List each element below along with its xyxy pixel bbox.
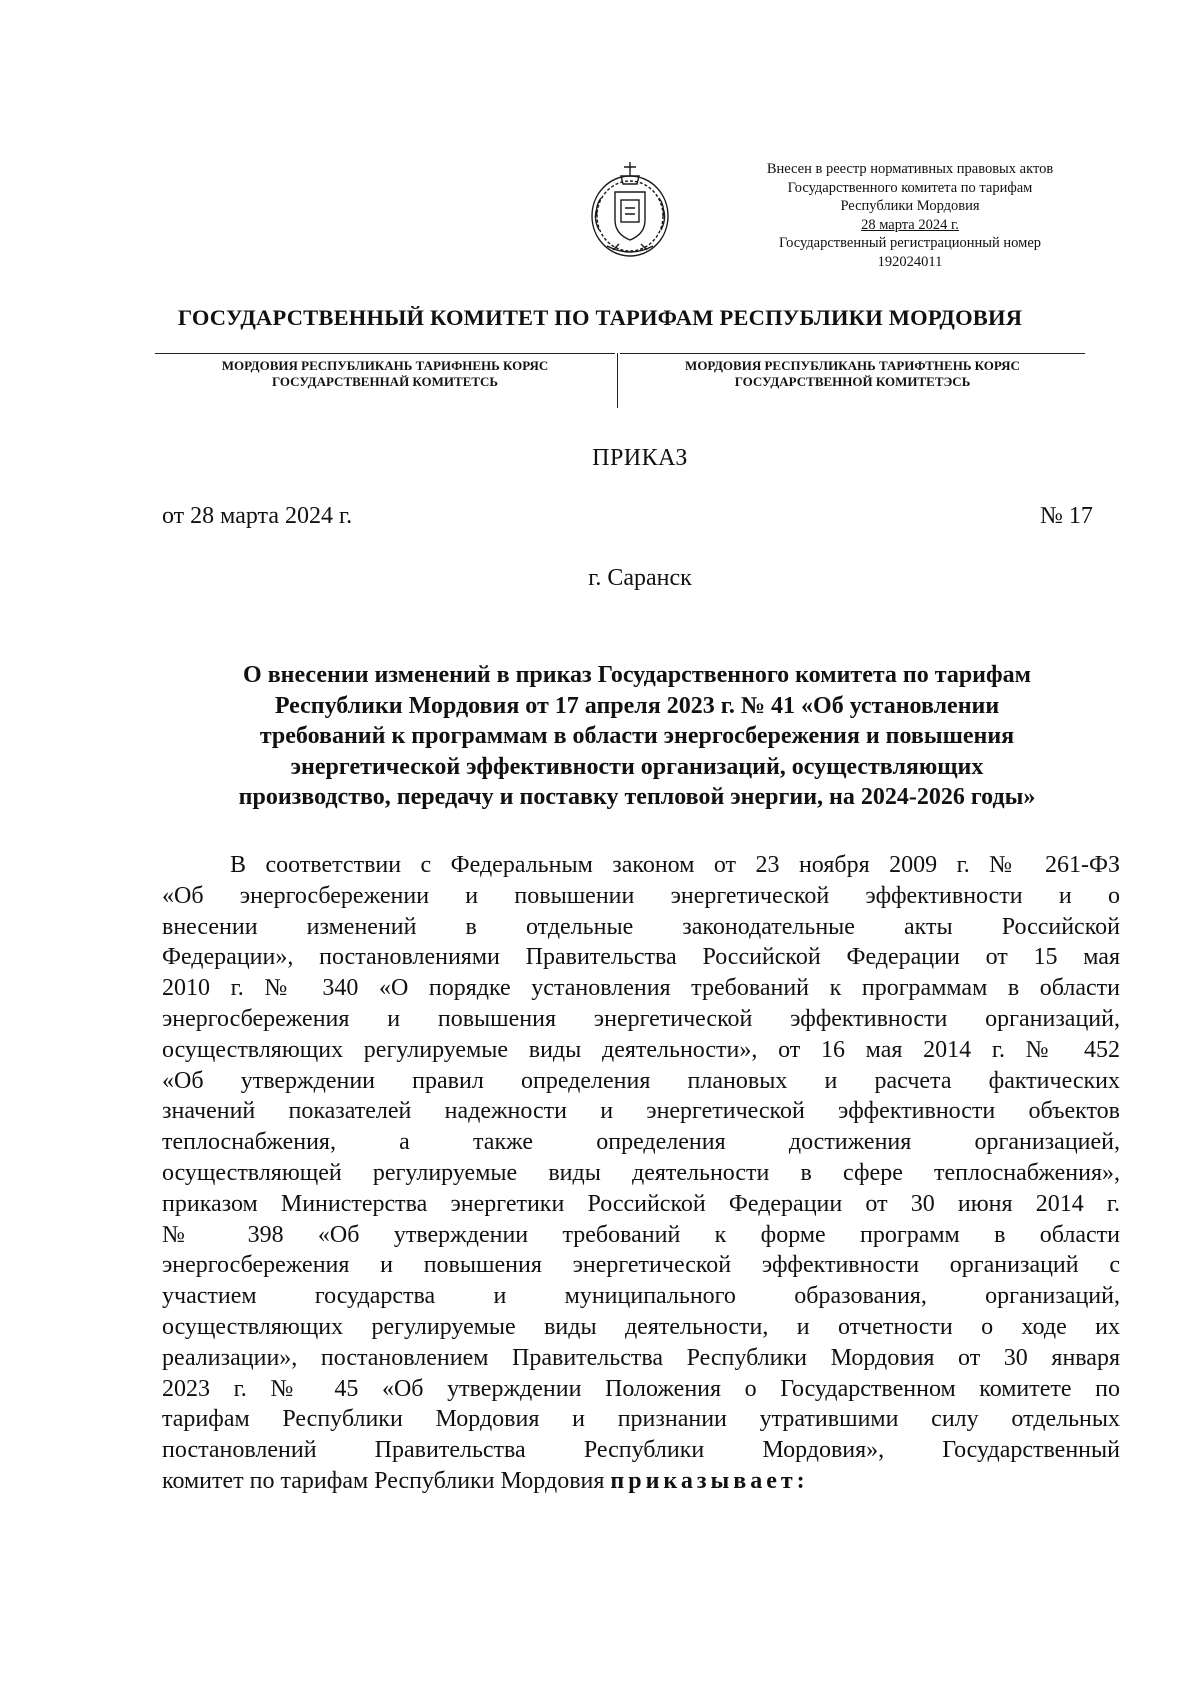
body-line: 2023 г. № 45 «Об утверждении Положения о Государственном комитете по bbox=[162, 1375, 1120, 1402]
coat-of-arms-emblem bbox=[585, 158, 675, 263]
order-date: от 28 марта 2024 г. bbox=[162, 503, 353, 529]
order-heading: ПРИКАЗ bbox=[592, 445, 688, 471]
order-title bbox=[162, 660, 1112, 813]
body-line: осуществляющей регулируемые виды деятельности в сфере теплоснабжения», bbox=[162, 1159, 1120, 1186]
subtitle-line: ГОСУДАРСТВЕННАЙ КОМИТЕТСЬ bbox=[271, 374, 499, 389]
order-city: г. Саранск bbox=[588, 565, 692, 591]
body-line: приказом Министерства энергетики Российской Федерации от 30 июня 2014 г. bbox=[162, 1190, 1120, 1217]
registry-note bbox=[720, 160, 1100, 271]
body-line: осуществляющих регулируемые виды деятельности», от 16 мая 2014 г. № 452 bbox=[162, 1036, 1120, 1063]
title-line: энергетической эффективности организаций, осуществляющих bbox=[290, 753, 984, 780]
body-line: В соответствии с Федеральным законом от 23 ноября 2009 г. № 261-ФЗ bbox=[230, 852, 1120, 878]
header-divider-right bbox=[620, 353, 1085, 354]
title-line: требований к программам в области энергосбережения и повышения bbox=[259, 723, 1015, 749]
body-line: «Об энергосбережении и повышении энергетической эффективности и о bbox=[162, 882, 1120, 909]
header-divider-left bbox=[155, 353, 615, 354]
registry-line: Государственный регистрационный номер bbox=[778, 235, 1042, 251]
body-line: № 398 «Об утверждении требований к форме программ в области bbox=[162, 1221, 1120, 1248]
body-line: осуществляющих регулируемые виды деятельности, и отчетности о ходе их bbox=[162, 1313, 1120, 1340]
title-line: О внесении изменений в приказ Государственного комитета по тарифам bbox=[243, 662, 1031, 688]
body-line: постановлений Правительства Республики Мордовия», Государственный bbox=[162, 1437, 1120, 1464]
body-line-prefix: комитет по тарифам Республики Мордовия bbox=[162, 1467, 605, 1494]
registry-line: Республики Мордовия bbox=[840, 198, 980, 214]
body-line: Федерации», постановлениями Правительства Российской Федерации от 15 мая bbox=[162, 944, 1120, 971]
registry-line: Государственного комитета по тарифам bbox=[787, 179, 1033, 196]
order-body-paragraph bbox=[162, 850, 1120, 1497]
body-line: энергосбережения и повышения энергетической эффективности организаций с bbox=[162, 1252, 1120, 1279]
body-line: реализации», постановлением Правительства Республики Мордовия от 30 января bbox=[162, 1344, 1120, 1371]
subtitle-line: МОРДОВИЯ РЕСПУБЛИКАНЬ ТАРИФТНЕНЬ КОРЯС bbox=[685, 358, 1020, 373]
title-line: производство, передачу и поставку тепловой энергии, на 2024-2026 годы» bbox=[238, 784, 1036, 810]
body-line: тарифам Республики Мордовия и признании утратившими силу отдельных bbox=[162, 1406, 1120, 1433]
order-verb: приказывает: bbox=[610, 1467, 809, 1494]
order-number: № 17 bbox=[1040, 503, 1093, 529]
registry-line: Внесен в реестр нормативных правовых актов bbox=[766, 161, 1054, 177]
committee-subtitle-left bbox=[160, 358, 610, 390]
body-line: 2010 г. № 340 «О порядке установления требований к программам в области bbox=[162, 975, 1120, 1002]
body-line: «Об утверждении правил определения плановых и расчета фактических bbox=[162, 1067, 1120, 1094]
title-line: Республики Мордовия от 17 апреля 2023 г. № 41 «Об установлении bbox=[274, 692, 1000, 719]
body-line: внесении изменений в отдельные законодательные акты Российской bbox=[162, 913, 1120, 940]
registry-number: 192024011 bbox=[877, 253, 943, 270]
body-line-final bbox=[162, 1466, 1120, 1497]
body-line: участием государства и муниципального образования, организаций, bbox=[162, 1283, 1120, 1310]
body-line: теплоснабжения, а также определения достижения организацией, bbox=[162, 1129, 1120, 1156]
registry-date: 28 марта 2024 г. bbox=[861, 216, 959, 233]
subtitle-line: МОРДОВИЯ РЕСПУБЛИКАНЬ ТАРИФНЕНЬ КОРЯС bbox=[221, 358, 549, 373]
body-line: энергосбережения и повышения энергетической эффективности организаций, bbox=[162, 1005, 1120, 1032]
header-vertical-separator bbox=[617, 353, 618, 408]
committee-subtitle-right bbox=[625, 358, 1080, 390]
committee-title: ГОСУДАРСТВЕННЫЙ КОМИТЕТ ПО ТАРИФАМ РЕСПУБЛИКИ МОРДОВИЯ bbox=[177, 305, 1023, 330]
subtitle-line: ГОСУДАРСТВЕННОЙ КОМИТЕТЭСЬ bbox=[734, 374, 971, 389]
body-line: значений показателей надежности и энергетической эффективности объектов bbox=[162, 1098, 1120, 1125]
